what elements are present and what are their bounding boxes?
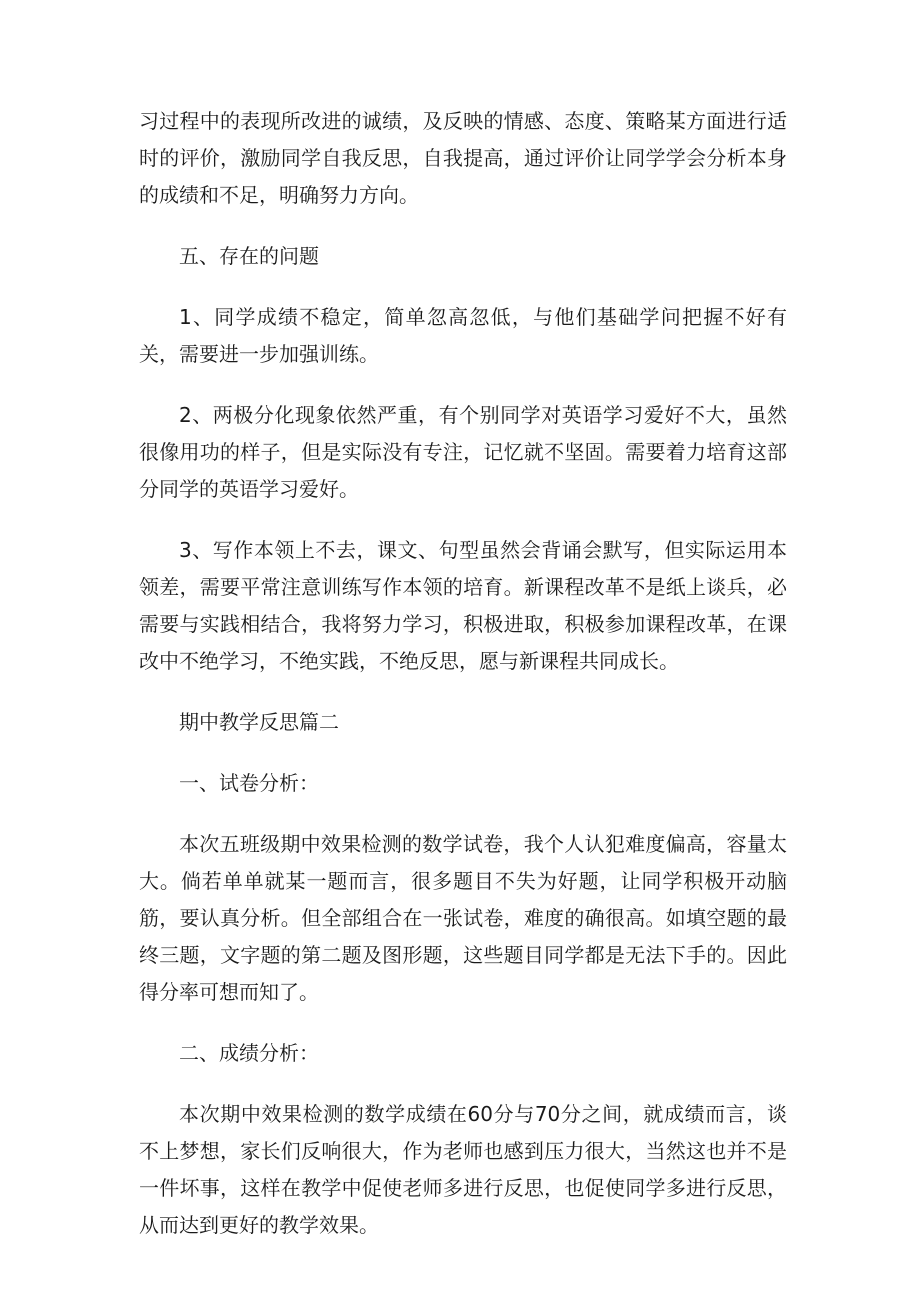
paragraph-exam-analysis: 本次五班级期中效果检测的数学试卷，我个人认犯难度偏高，容量太大。倘若单单就某一题而言，很多题目不失为好题，让同学积极开动脑筋，要认真分析。但全部组合在一张试卷，难度的确很高。如填空题的最终三题，文字题的第二题及图形题，这些题目同学都是无法下手的。因此得分率可想而知了。 xyxy=(139,832,787,1004)
section-heading-score-analysis: 二、成绩分析： xyxy=(179,1041,319,1065)
paragraph-score-analysis: 本次期中效果检测的数学成绩在60分与70分之间，就成绩而言，谈不上梦想，家长们反响很大，作为老师也感到压力很大，当然这也并不是一件坏事，这样在教学中促使老师多进行反思，也促使同学多进行反思，从而达到更好的教学效果。 xyxy=(139,1102,787,1237)
paragraph-continued-evaluation: 习过程中的表现所改进的诚绩，及反映的情感、态度、策略某方面进行适时的评价，激励同学自我反思，自我提高，通过评价让同学学会分析本身的成绩和不足，明确努力方向。 xyxy=(139,109,787,207)
article-title-part-two: 期中教学反思篇二 xyxy=(179,710,339,734)
paragraph-problem-3: 3、写作本领上不去，课文、句型虽然会背诵会默写，但实际运用本领差，需要平常注意训练写作本领的培育。新课程改革不是纸上谈兵，必需要与实践相结合，我将努力学习，积极进取，积极参加课程改革，在课改中不绝学习，不绝实践，不绝反思，愿与新课程共同成长。 xyxy=(139,538,787,673)
paragraph-problem-2: 2、两极分化现象依然严重，有个别同学对英语学习爱好不大，虽然很像用功的样子，但是实际没有专注，记忆就不坚固。需要着力培育这部分同学的英语学习爱好。 xyxy=(139,403,787,501)
document-body xyxy=(139,103,787,1268)
paragraph-problem-1: 1、同学成绩不稳定，简单忽高忽低，与他们基础学问把握不好有关，需要进一步加强训练。 xyxy=(139,305,787,366)
section-heading-problems: 五、存在的问题 xyxy=(179,244,319,268)
section-heading-exam-analysis: 一、试卷分析： xyxy=(179,771,319,795)
